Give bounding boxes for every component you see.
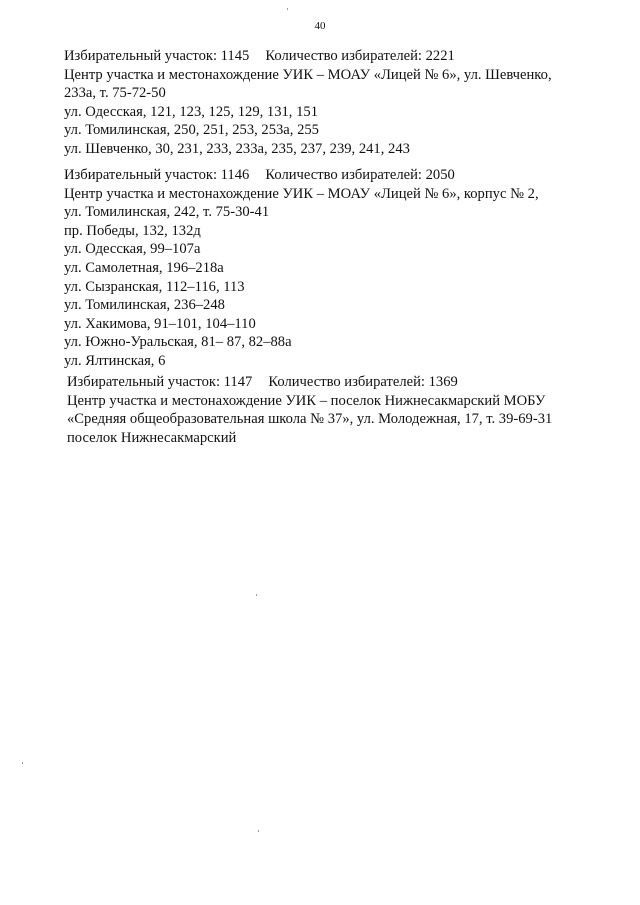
voters-count: Количество избирателей: 1369: [268, 374, 458, 390]
scan-speck: [256, 594, 257, 596]
street-line: ул. Южно-Уральская, 81– 87, 82–88а: [64, 334, 292, 351]
street-line: ул. Шевченко, 30, 231, 233, 233а, 235, 237, 239, 241, 243: [64, 140, 410, 157]
station-header: [67, 373, 615, 392]
scan-speck: [258, 830, 259, 832]
street-line: ул. Самолетная, 196–218а: [64, 259, 224, 276]
street-line: ул. Одесская, 99–107а: [64, 241, 201, 258]
polling-station-1145: [64, 47, 612, 159]
street-line: ул. Томилинская, 250, 251, 253, 253а, 255: [64, 122, 319, 139]
voters-count: Количество избирателей: 2050: [265, 167, 455, 183]
street-line: ул. Одесская, 121, 123, 125, 129, 131, 151: [64, 103, 318, 120]
street-line: ул. Ялтинская, 6: [64, 352, 166, 369]
polling-station-1146: [64, 166, 612, 371]
station-address-line: поселок Нижнесакмарский: [67, 429, 237, 446]
station-label: Избирательный участок: 1145: [64, 48, 250, 64]
polling-station-1147: [67, 373, 615, 447]
station-label: Избирательный участок: 1147: [67, 374, 253, 390]
station-address-line: «Средняя общеобразовательная школа № 37», ул. Молодежная, 17, т. 39-69-31: [67, 411, 553, 428]
station-address-line: Центр участка и местонахождение УИК – МОАУ «Лицей № 6», корпус № 2,: [64, 185, 539, 202]
station-address-line: 233а, т. 75-72-50: [64, 85, 166, 102]
station-address-line: ул. Томилинская, 242, т. 75-30-41: [64, 204, 270, 221]
street-line: ул. Сызранская, 112–116, 113: [64, 278, 245, 295]
street-line: ул. Томилинская, 236–248: [64, 297, 225, 314]
station-address-line: Центр участка и местонахождение УИК – поселок Нижнесакмарский МОБУ: [67, 392, 546, 409]
scan-speck: [287, 8, 288, 10]
station-address-line: Центр участка и местонахождение УИК – МОАУ «Лицей № 6», ул. Шевченко,: [64, 66, 552, 83]
station-header: [64, 47, 612, 66]
station-label: Избирательный участок: 1146: [64, 167, 250, 183]
page-number: 40: [314, 20, 326, 32]
street-line: ул. Хакимова, 91–101, 104–110: [64, 315, 256, 332]
street-line: пр. Победы, 132, 132д: [64, 222, 201, 239]
station-header: [64, 166, 612, 185]
voters-count: Количество избирателей: 2221: [265, 48, 455, 64]
scan-speck: [22, 762, 23, 764]
